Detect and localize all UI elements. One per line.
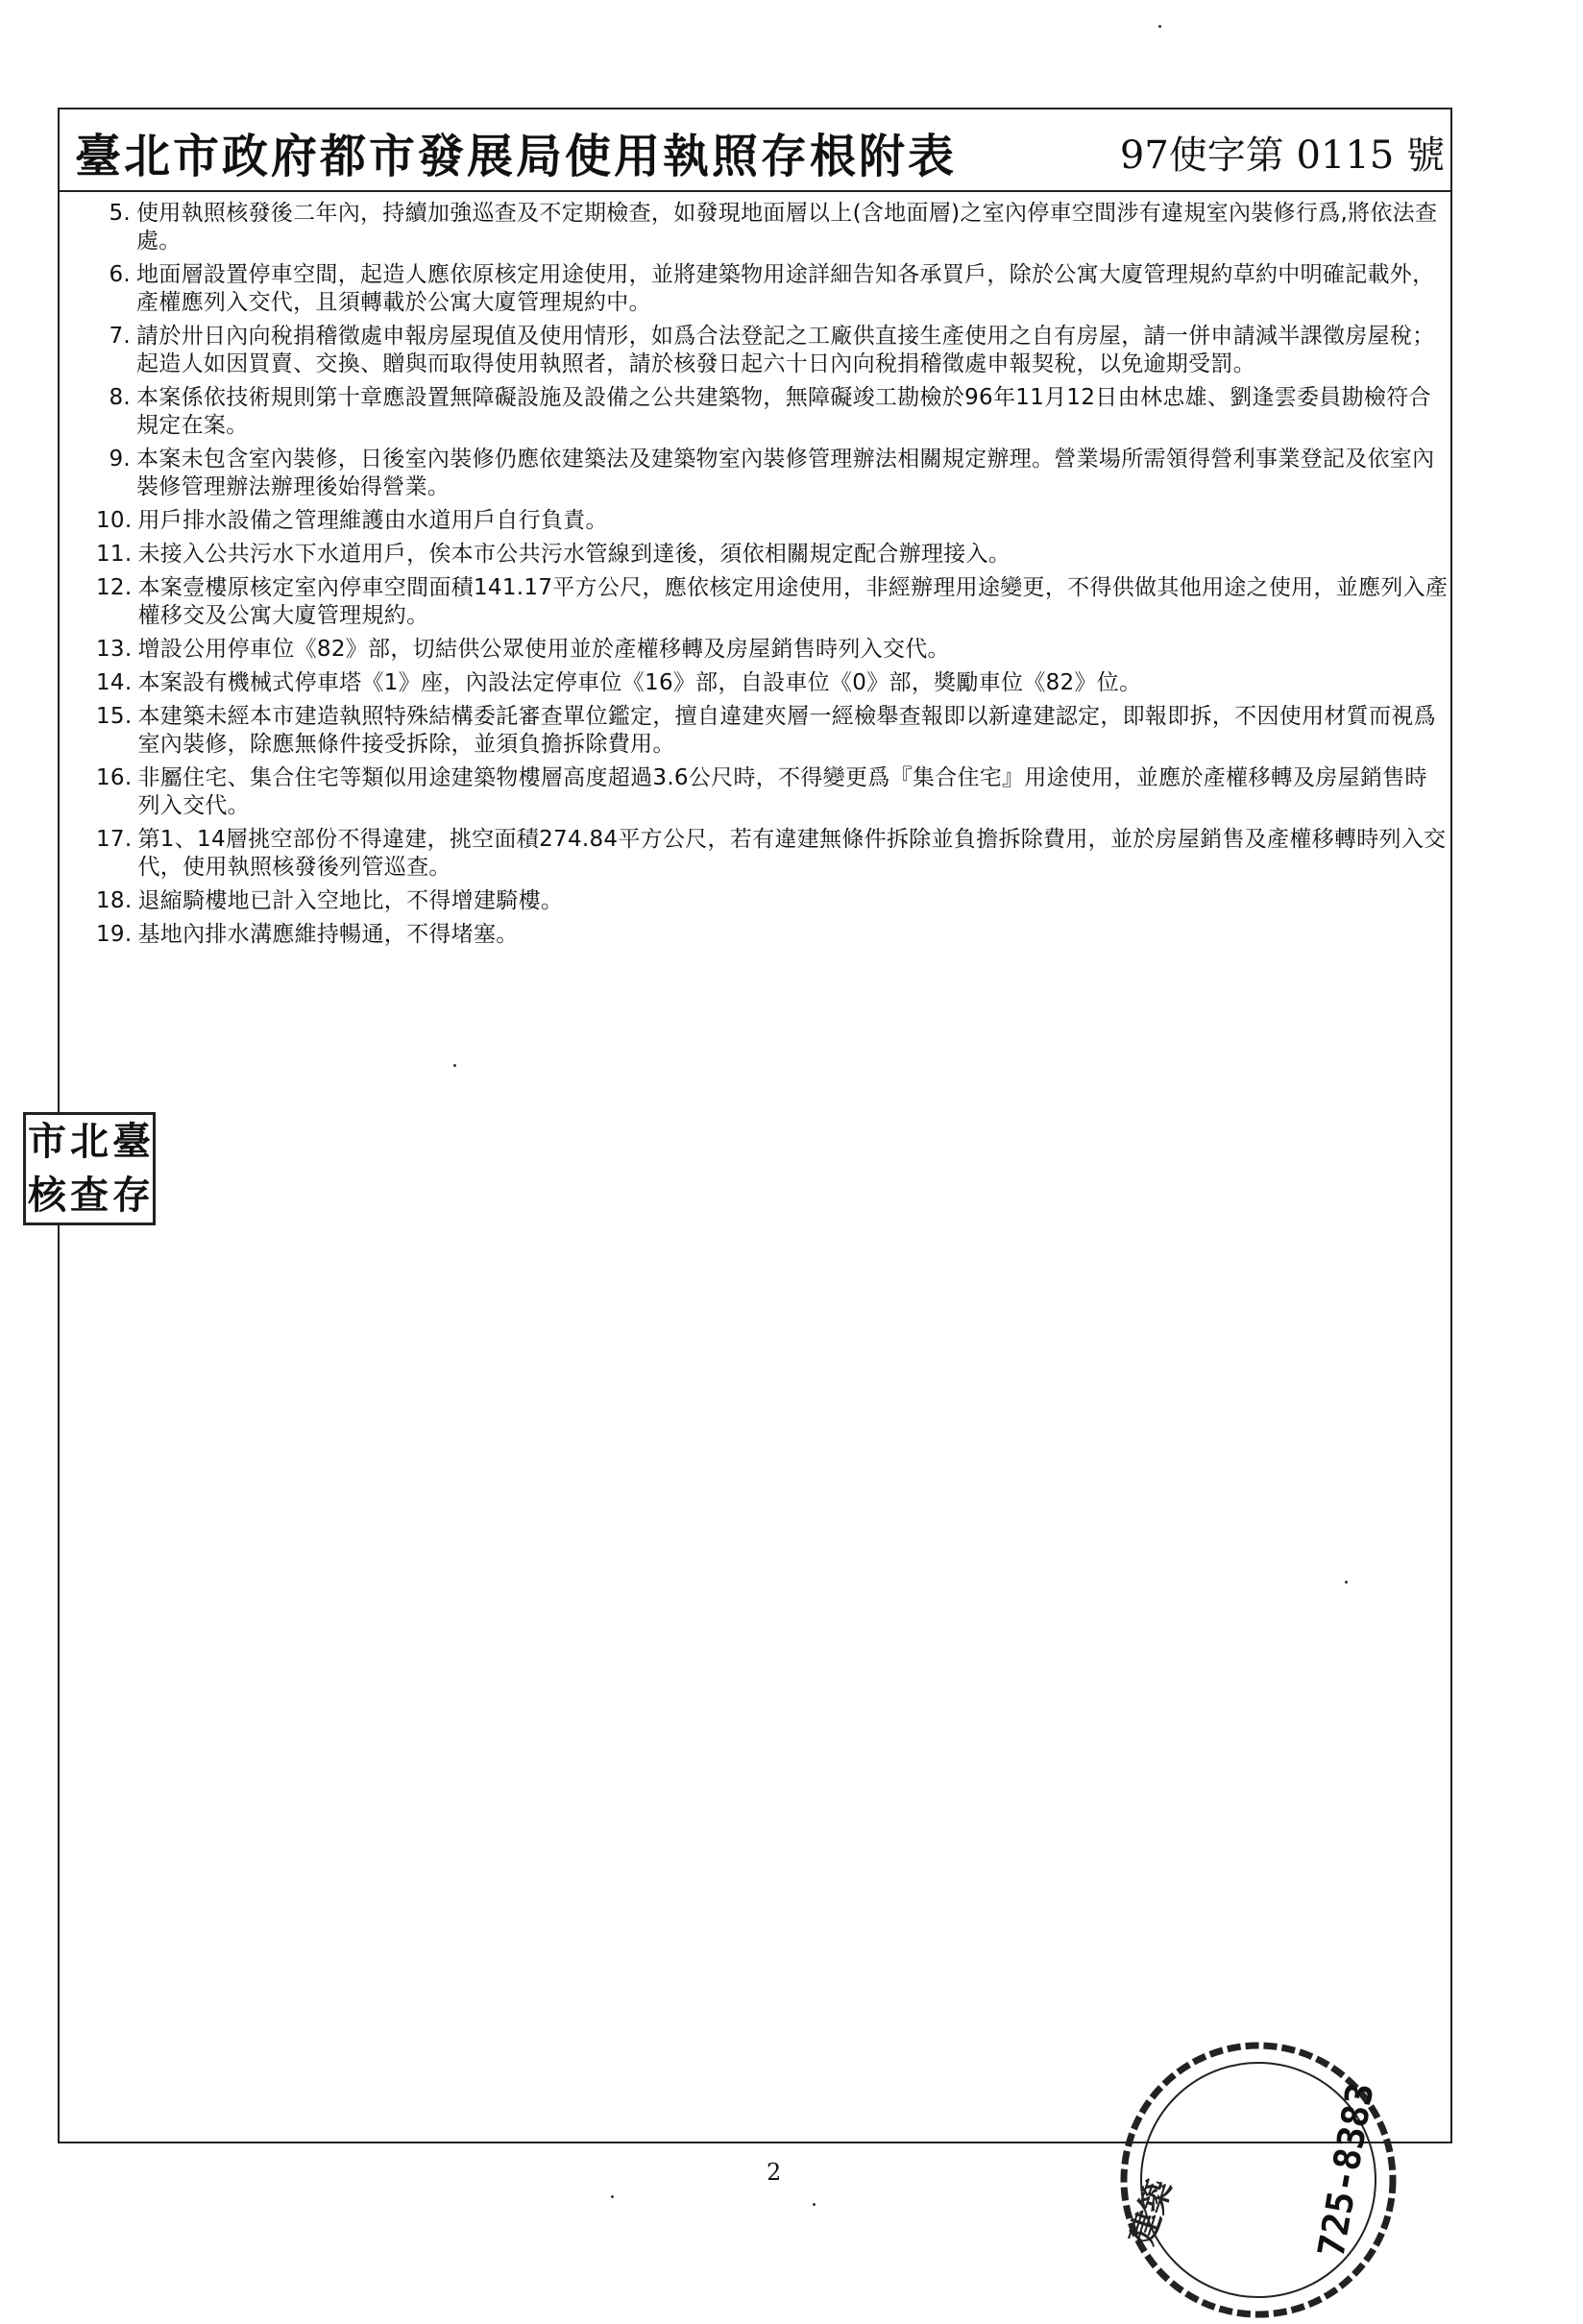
condition-number: 17. <box>96 827 133 852</box>
round-stamp <box>1114 2036 1402 2324</box>
condition-text: 使用執照核發後二年內，持續加強巡查及不定期檢查，如發現地面層以上(含地面層)之室內停車空間涉有違規室內裝修行爲,將依法查處。 <box>136 201 1438 254</box>
seal-character: 北 <box>70 1119 109 1164</box>
condition-number: 16. <box>96 765 133 790</box>
condition-number: 10. <box>96 508 133 533</box>
condition-text: 本案係依技術規則第十章應設置無障礙設施及設備之公共建築物，無障礙竣工勘檢於96年11月12日由林忠雄、劉逢雲委員勘檢符合規定在案。 <box>136 385 1431 438</box>
scan-speck <box>611 2195 614 2198</box>
condition-item <box>96 574 1452 630</box>
condition-text: 第1、14層挑空部份不得違建，挑空面積274.84平方公尺，若有違建無條件拆除並負擔拆除費用，並於房屋銷售及產權移轉時列入交代，使用執照核發後列管巡查。 <box>137 827 1447 880</box>
condition-number: 14. <box>96 670 133 695</box>
condition-text: 本案設有機械式停車塔《1》座，內設法定停車位《16》部，自設車位《0》部，獎勵車位《82》位。 <box>137 670 1142 695</box>
condition-text: 地面層設置停車空間，起造人應依原核定用途使用，並將建築物用途詳細告知各承買戶，除於公寓大廈管理規約草約中明確記載外，產權應列入交代，且須轉載於公寓大廈管理規約中。 <box>136 262 1435 315</box>
condition-text: 未接入公共污水下水道用戶，俟本市公共污水管線到達後，須依相關規定配合辦理接入。 <box>137 542 1011 567</box>
conditions-list <box>96 200 1452 955</box>
condition-item <box>96 636 1452 664</box>
condition-item <box>96 507 1452 535</box>
scan-speck <box>1158 25 1161 28</box>
seal-character: 存 <box>112 1173 151 1218</box>
condition-number: 13. <box>96 637 133 662</box>
condition-number: 7. <box>109 324 131 349</box>
condition-item <box>96 323 1452 378</box>
scan-speck <box>1345 1581 1348 1584</box>
document-title: 臺北市政府都市發展局使用執照存根附表 <box>75 130 958 183</box>
square-seal-stamp <box>23 1112 156 1225</box>
seal-character: 臺 <box>112 1119 151 1164</box>
condition-item <box>96 261 1452 317</box>
condition-item <box>96 384 1452 440</box>
condition-text: 非屬住宅、集合住宅等類似用途建築物樓層高度超過3.6公尺時，不得變更爲『集合住宅』用途使用，並應於產權移轉及房屋銷售時列入交代。 <box>137 765 1427 818</box>
condition-number: 18. <box>96 888 133 913</box>
condition-item <box>96 826 1452 882</box>
condition-item <box>96 200 1452 255</box>
condition-item <box>96 541 1452 569</box>
page-number: 2 <box>767 2159 782 2186</box>
stamp-number: 725-8383 <box>1309 2079 1382 2261</box>
condition-text: 本建築未經本市建造執照特殊結構委託審查單位鑑定，擅自違建夾層一經檢舉查報即以新違建認定，即報即拆，不因使用材質而視爲室內裝修，除應無條件接受拆除，並須負擔拆除費用。 <box>137 704 1436 757</box>
condition-text: 增設公用停車位《82》部，切結供公眾使用並於產權移轉及房屋銷售時列入交代。 <box>137 637 950 662</box>
condition-text: 本案未包含室內裝修，日後室內裝修仍應依建築法及建築物室內裝修管理辦法相關規定辦理。營業場所需領得營利事業登記及依室內裝修管理辦法辦理後始得營業。 <box>136 447 1435 499</box>
condition-text: 退縮騎樓地已計入空地比，不得增建騎樓。 <box>137 888 564 913</box>
condition-item <box>96 764 1452 820</box>
condition-item <box>96 921 1452 949</box>
condition-text: 基地內排水溝應維持暢通，不得堵塞。 <box>137 922 519 947</box>
condition-text: 請於卅日內向稅捐稽徵處申報房屋現值及使用情形，如爲合法登記之工廠供直接生產使用之自有房屋，請一併申請減半課徵房屋稅；起造人如因買賣、交換、贈與而取得使用執照者，請於核發日起六十日內向稅捐稽徵處申報契稅，以免逾期受罰。 <box>136 324 1435 376</box>
condition-number: 12. <box>96 575 133 600</box>
condition-item <box>96 669 1452 697</box>
scan-speck <box>453 1064 456 1067</box>
condition-item <box>96 446 1452 501</box>
condition-text: 本案壹樓原核定室內停車空間面積141.17平方公尺，應依核定用途使用，非經辦理用途變更，不得供做其他用途之使用，並應列入產權移交及公寓大廈管理規約。 <box>137 575 1449 628</box>
condition-number: 6. <box>109 262 131 287</box>
condition-number: 8. <box>109 385 131 410</box>
condition-number: 15. <box>96 704 133 729</box>
condition-number: 5. <box>109 201 131 226</box>
condition-number: 9. <box>109 447 131 472</box>
scan-speck <box>813 2203 816 2206</box>
seal-character: 核 <box>28 1173 66 1218</box>
seal-character: 查 <box>70 1173 109 1218</box>
condition-number: 19. <box>96 922 133 947</box>
condition-number: 11. <box>96 542 133 567</box>
license-number: 97使字第 0115 號 <box>1119 133 1445 178</box>
condition-item <box>96 887 1452 915</box>
stamp-partial-text: 建築 <box>1122 2175 1180 2250</box>
seal-character: 市 <box>28 1119 66 1164</box>
document-header <box>58 108 1452 192</box>
condition-text: 用戶排水設備之管理維護由水道用戶自行負責。 <box>137 508 608 533</box>
condition-item <box>96 703 1452 759</box>
